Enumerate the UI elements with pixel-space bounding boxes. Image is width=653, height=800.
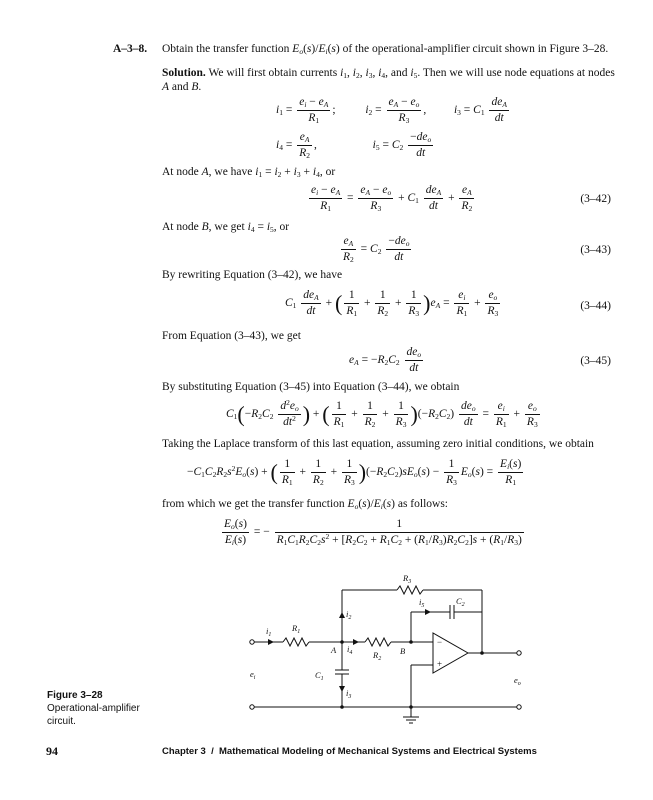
label-node-b: B <box>400 646 406 656</box>
figure-label: Figure 3–28 <box>47 690 103 701</box>
eq-number-45: (3–45) <box>580 355 611 367</box>
equation-3-42: $\frac{e_i - e_A}{R_1}$ = $\frac{e_A - e_o}{R_3}$ + $C_1$ $\frac{de_A}{dt}$ + $\frac{e_A}{R_2}$ <box>311 184 473 213</box>
input-terminal-bottom <box>250 705 254 709</box>
equation-3-45: $e_A = -R_2C_2$ $\frac{de_o}{dt}$ <box>349 346 422 374</box>
arrow-i3 <box>339 686 345 692</box>
label-r2: $R_2$ <box>373 650 382 662</box>
problem-id: A–3–8. <box>113 43 148 55</box>
label-i1: $i_1$ <box>266 626 272 638</box>
current-defs-row2: $i_4$ = $\frac{e_A}{R_2}$ , $i_5 = C_2$ $\frac{-de_o}{dt}$ <box>276 131 432 160</box>
resistor-r1 <box>283 638 309 646</box>
label-i3: $i_3$ <box>346 688 352 700</box>
node-a-text: At node A, we have $i_1 = i_2 + i_3 + i_4$, or <box>162 166 336 179</box>
equation-3-43: $\frac{e_A}{R_2}$ = $C_2$ $\frac{-de_o}{dt}$ <box>343 235 410 264</box>
label-minus: − <box>437 637 443 647</box>
label-i2: $i_2$ <box>346 609 352 621</box>
laplace-text: Taking the Laplace transform of this last equation, assuming zero initial conditions, we obtain <box>162 438 594 450</box>
solution-intro: Solution. We will first obtain currents $i_1$, $i_2$, $i_3$, $i_4$, and $i_5$. Then we will use node equations at nodes A and B. <box>162 67 615 93</box>
label-i4: $i_4$ <box>347 644 353 656</box>
tf-text: from which we get the transfer function $E_o(s)/E_i(s)$ as follows: <box>162 498 448 511</box>
label-node-a: A <box>331 645 337 655</box>
chapter-footer: Chapter 3 / Mathematical Modeling of Mechanical Systems and Electrical Systems <box>162 746 537 757</box>
figure-caption-text: Operational-amplifier circuit. <box>47 703 140 727</box>
label-c2: $C_2$ <box>456 596 465 608</box>
resistor-r3 <box>397 586 423 594</box>
solution-label: Solution. <box>162 67 206 79</box>
label-plus: + <box>437 659 443 669</box>
label-ei: $e_i$ <box>250 669 256 681</box>
eq-number-42: (3–42) <box>580 193 611 205</box>
transfer-function: $\frac{E_o(s)}{E_i(s)}$ = − $\frac{1}{R_1C_1R_2C_2s^2 + [R_2C_2 + R_1C_2 + (R_1/R_3)R_2C_2]s + (R_1/R_3)}$ <box>224 518 522 547</box>
subst-text: By substituting Equation (3–45) into Equation (3–44), we obtain <box>162 381 460 393</box>
from-text: From Equation (3–43), we get <box>162 330 301 342</box>
figure-caption <box>47 689 147 728</box>
equation-laplace: $-C_1C_2R_2s^2E_o(s)$ + ( $\frac{1}{R_1}$ + $\frac{1}{R_2}$ + $\frac{1}{R_3}$ )$(-R_2C_2)sE_o(s)$ − $\frac{1}{R_3}$ $E_o(s)$ = $\frac{E_i(s)}{R_1}$ <box>187 458 522 487</box>
label-c1: $C_1$ <box>315 670 324 682</box>
resistor-r2 <box>365 638 391 646</box>
current-defs-row1: $i_1$ = $\frac{e_i - e_A}{R_1}$ ; $i_2$ = $\frac{e_A - e_o}{R_3}$ , $i_3 = C_1$ $\frac{de_A}{dt}$ <box>276 96 507 125</box>
input-terminal-top <box>250 640 254 644</box>
label-i5: $i_5$ <box>419 597 425 609</box>
output-terminal <box>517 651 521 655</box>
equation-substituted: $C_1(-R_2C_2$ $\frac{d^2e_o}{dt^2}$ ) + ( $\frac{1}{R_1}$ + $\frac{1}{R_2}$ + $\frac{1}{R_3}$ )$(-R_2C_2)$ $\frac{de_o}{dt}$ = $\frac{e_i}{R_1}$ + $\frac{e_o}{R_3}$ <box>226 398 538 429</box>
arrow-i4 <box>353 639 359 645</box>
eq-number-43: (3–43) <box>580 244 611 256</box>
label-r1: $R_1$ <box>292 623 301 635</box>
equation-3-44: $C_1$ $\frac{de_A}{dt}$ + ( $\frac{1}{R_1}$ + $\frac{1}{R_2}$ + $\frac{1}{R_3}$ )$e_A$ = $\frac{e_i}{R_1}$ + $\frac{e_o}{R_3}$ <box>285 289 499 318</box>
label-r3: $R_3$ <box>403 573 412 585</box>
eq-number-44: (3–44) <box>580 300 611 312</box>
problem-statement: Obtain the transfer function $E_o(s)/E_i(s)$ of the operational-amplifier circuit shown in Figure 3–28. <box>162 43 609 56</box>
output-terminal-bottom <box>517 705 521 709</box>
label-eo: $e_o$ <box>514 675 521 687</box>
node-b-text: At node B, we get $i_4 = i_5$, or <box>162 221 290 234</box>
arrow-i5 <box>425 609 431 615</box>
page-number: 94 <box>46 744 58 758</box>
rewrite-text: By rewriting Equation (3–42), we have <box>162 269 343 281</box>
arrow-i1 <box>268 639 274 645</box>
arrow-i2 <box>339 612 345 618</box>
